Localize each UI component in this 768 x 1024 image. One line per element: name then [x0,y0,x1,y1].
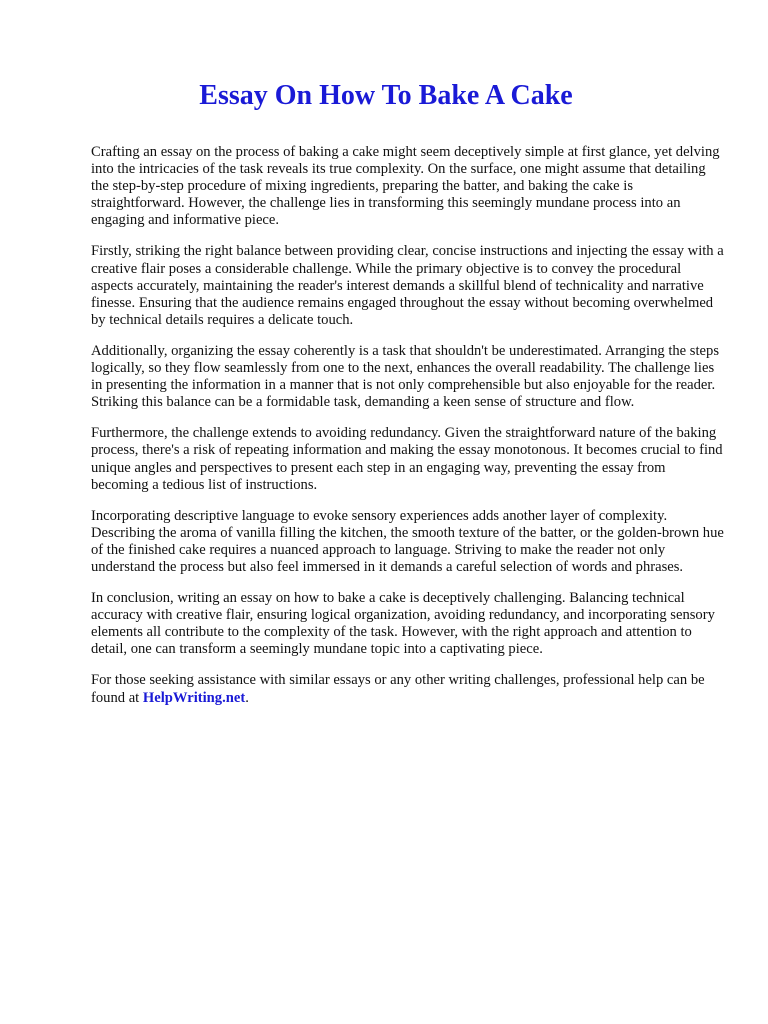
paragraph-balance: Firstly, striking the right balance between providing clear, concise instructions and injecting the essay with a creative flair poses a considerable challenge. While the primary objective is to convey the procedural aspects accurately, maintaining the reader's interest demands a skillful blend of technicality and narrative finesse. Ensuring that the audience remains engaged throughout the essay without becoming overwhelmed by technical details requires a delicate touch. [91,243,724,328]
helpwriting-link[interactable]: HelpWriting.net [142,689,246,706]
closing-text: For those seeking assistance with similar essays or any other writing challenges, professional help can be found at [91,672,705,706]
paragraph-descriptive-language: Incorporating descriptive language to evoke sensory experiences adds another layer of complexity. Describing the aroma of vanilla filling the kitchen, the smooth texture of the batter, or the golden-brown hue of the finished cake requires a nuanced approach to language. Striving to make the reader not only understand the process but also feel immersed in it demands a careful selection of words and phrases. [91,507,724,575]
paragraph-conclusion: In conclusion, writing an essay on how to bake a cake is deceptively challenging. Balancing technical accuracy with creative flair, ensuring logical organization, avoiding redundancy, and incorporating sensory elements all contribute to the complexity of the task. However, with the right approach and attention to detail, one can transform a seemingly mundane topic into a captivating piece. [91,590,715,658]
paragraph-organization: Additionally, organizing the essay coherently is a task that shouldn't be underestimated. Arranging the steps logically, so they flow seamlessly from one to the next, enhances the overall readability. The challenge lies in presenting the information in a manner that is not only comprehensible but also enjoyable for the reader. Striking this balance can be a formidable task, demanding a keen sense of structure and flow. [91,342,719,411]
paragraph-intro: Crafting an essay on the process of baking a cake might seem deceptively simple at first glance, yet delving into the intricacies of the task reveals its true complexity. On the surface, one might assume that detailing the step-by-step procedure of mixing ingredients, preparing the batter, and baking the cake is straightforward. However, the challenge lies in transforming this seemingly mundane process into an engaging and informative piece. [91,144,720,229]
paragraph-redundancy: Furthermore, the challenge extends to avoiding redundancy. Given the straightforward nature of the baking process, there's a risk of repeating information and making the essay monotonous. It becomes crucial to find unique angles and perspectives to present each step in an engaging way, preventing the essay from becoming a tedious list of instructions. [91,425,723,493]
page-title: Essay On How To Bake A Cake [199,80,573,111]
paragraph-closing [91,672,726,706]
closing-period: . [245,689,249,706]
